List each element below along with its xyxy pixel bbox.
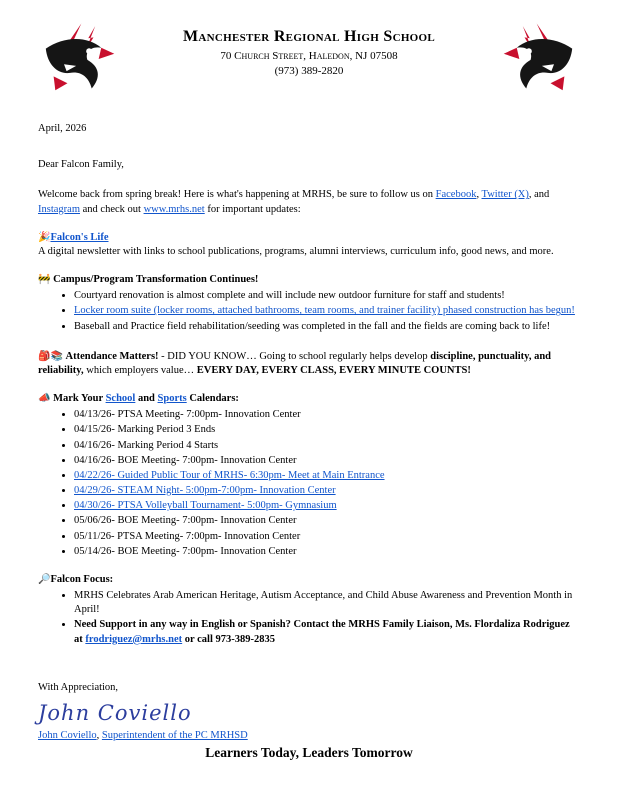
backpack-books-icon: 🎒📚 xyxy=(38,350,63,362)
campus-bullet-text: Courtyard renovation is almost complete and will include new outdoor furniture for staff and students! xyxy=(74,290,505,302)
calendar-heading-part-2: and xyxy=(135,393,158,405)
falcon-logo-left-icon xyxy=(38,22,116,96)
falcon-focus-heading-text: Falcon Focus: xyxy=(50,573,114,585)
attendance-text-2: which employers value… xyxy=(83,364,197,376)
calendar-item xyxy=(74,454,580,468)
letter-date: April, 2026 xyxy=(38,123,87,134)
calendar-item xyxy=(74,530,580,544)
liaison-email-link[interactable]: frodriguez@mrhs.net xyxy=(85,633,183,645)
attendance-heading: Attendance Matters! xyxy=(65,350,159,362)
calendar-item-text: 05/06/26- BOE Meeting- 7:00pm- Innovation Center xyxy=(74,515,297,527)
twitter-link[interactable]: Twitter (X) xyxy=(481,189,529,201)
intro-text-after: for important updates: xyxy=(204,203,301,215)
attendance-bold-2: EVERY DAY, EVERY CLASS, EVERY MINUTE COUNTS! xyxy=(196,364,471,376)
falcon-logo-right-icon xyxy=(502,22,580,96)
signature-line xyxy=(38,729,580,743)
calendar-heading xyxy=(38,392,580,406)
salutation: Dear Falcon Family, xyxy=(38,159,124,171)
megaphone-icon: 📣 xyxy=(38,393,51,405)
campus-heading xyxy=(38,273,580,287)
campus-bullet xyxy=(74,304,580,318)
calendar-item xyxy=(74,408,580,422)
letterhead xyxy=(38,22,580,96)
falcons-life-heading xyxy=(38,231,580,245)
instagram-link[interactable]: Instagram xyxy=(38,203,80,215)
website-link[interactable]: www.mrhs.net xyxy=(143,203,205,215)
attendance-bold-1: discipline, punctuality, and reliability, xyxy=(38,350,552,376)
intro-text-before: Welcome back from spring break! Here is what's happening at MRHS, be sure to follow us on xyxy=(38,189,436,201)
campus-heading-text: Campus/Program Transformation Continues! xyxy=(53,274,259,286)
signature-separator: , xyxy=(96,730,102,742)
calendar-item-text: 05/11/26- PTSA Meeting- 7:00pm- Innovation Center xyxy=(74,530,301,542)
intro-text-mid: and check out xyxy=(80,203,144,215)
volleyball-tournament-link[interactable]: 04/30/26- PTSA Volleyball Tournament- 5:00pm- Gymnasium xyxy=(74,500,337,512)
school-calendar-link[interactable]: School xyxy=(105,393,136,405)
sports-calendar-link[interactable]: Sports xyxy=(157,393,187,405)
campus-bullet xyxy=(74,320,580,334)
support-text: Need Support in any way in English or Spanish? Contact the MRHS Family Liaison, Ms. Flordaliza Rodriguez at xyxy=(74,619,570,645)
falcon-focus-bullet-text: MRHS Celebrates Arab American Heritage, Autism Acceptance, and Child Abuse Awareness and Prevention Month in April! xyxy=(74,590,573,616)
school-address: 70 Church Street, Haledon, NJ 07508 xyxy=(220,49,398,62)
calendar-item xyxy=(74,514,580,528)
party-popper-icon: 🎉 xyxy=(38,231,51,243)
school-name: Manchester Regional High School xyxy=(182,28,436,45)
campus-bullet-list xyxy=(58,289,580,334)
superintendent-name-link[interactable]: John Coviello xyxy=(38,730,97,742)
calendar-item-text: 04/16/26- Marking Period 4 Starts xyxy=(74,439,219,451)
calendar-item xyxy=(74,499,580,513)
falcon-focus-heading xyxy=(38,573,580,587)
attendance-paragraph xyxy=(38,350,580,378)
locker-room-link[interactable]: Locker room suite (locker rooms, attached bathrooms, team rooms, and trainer facility) phased construction has begun! xyxy=(74,305,575,317)
calendar-item xyxy=(74,469,580,483)
calendar-item xyxy=(74,484,580,498)
facebook-link[interactable]: Facebook xyxy=(435,189,477,201)
calendar-list xyxy=(58,408,580,559)
calendar-heading-part-1: Mark Your xyxy=(53,393,106,405)
school-motto: Learners Today, Leaders Tomorrow xyxy=(205,744,413,760)
calendar-item xyxy=(74,423,580,437)
calendar-item-text: 04/13/26- PTSA Meeting- 7:00pm- Innovation Center xyxy=(74,409,301,421)
signature: John Coviello xyxy=(38,700,192,725)
intro-separator-2: , and xyxy=(528,189,550,201)
falcon-focus-list xyxy=(58,589,580,647)
magnifying-glass-icon: 🔎 xyxy=(38,573,51,585)
campus-bullet xyxy=(74,289,580,303)
falcons-life-link[interactable]: Falcon's Life xyxy=(50,231,109,243)
campus-bullet-text: Baseball and Practice field rehabilitation/seeding was completed in the fall and the fields are coming back to life! xyxy=(74,320,551,332)
intro-separator-1: , xyxy=(476,189,482,201)
school-phone: (973) 389-2820 xyxy=(274,65,344,78)
support-phone-text: or call 973-389-2835 xyxy=(182,633,275,645)
calendar-heading-part-3: Calendars: xyxy=(186,393,239,405)
intro-paragraph xyxy=(38,188,580,216)
attendance-text-1: - DID YOU KNOW… Going to school regularly helps develop xyxy=(158,350,431,362)
calendar-item xyxy=(74,439,580,453)
superintendent-title-link[interactable]: Superintendent of the PC MRHSD xyxy=(101,730,248,742)
public-tour-link[interactable]: 04/22/26- Guided Public Tour of MRHS- 6:30pm- Meet at Main Entrance xyxy=(74,469,385,481)
calendar-item-text: 04/15/26- Marking Period 3 Ends xyxy=(74,424,216,436)
school-info xyxy=(116,22,502,79)
falcons-life-description: A digital newsletter with links to school publications, programs, alumni interviews, curriculum info, good news, and more. xyxy=(38,245,554,257)
calendar-item-text: 05/14/26- BOE Meeting- 7:00pm- Innovation Center xyxy=(74,545,297,557)
calendar-item-text: 04/16/26- BOE Meeting- 7:00pm- Innovation Center xyxy=(74,454,297,466)
steam-night-link[interactable]: 04/29/26- STEAM Night- 5:00pm-7:00pm- Innovation Center xyxy=(74,485,336,497)
construction-icon: 🚧 xyxy=(38,274,51,286)
closing-appreciation: With Appreciation, xyxy=(38,681,119,693)
falcon-focus-bullet xyxy=(74,589,580,617)
calendar-item xyxy=(74,545,580,559)
falcon-focus-bullet xyxy=(74,618,580,646)
